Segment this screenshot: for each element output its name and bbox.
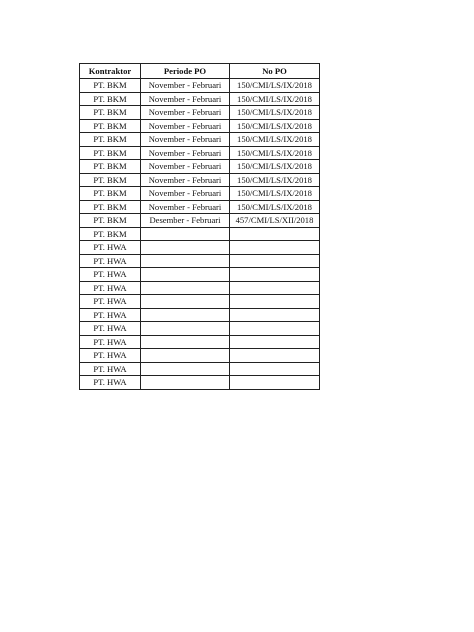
cell-no-po: 150/CMI/LS/IX/2018 — [230, 119, 320, 133]
cell-no-po — [230, 281, 320, 295]
cell-periode-po — [141, 241, 230, 255]
cell-no-po: 150/CMI/LS/IX/2018 — [230, 79, 320, 93]
cell-kontraktor: PT. HWA — [80, 322, 141, 336]
cell-kontraktor: PT. HWA — [80, 349, 141, 363]
cell-periode-po — [141, 349, 230, 363]
table-row — [80, 322, 320, 336]
table-row — [80, 133, 320, 147]
cell-kontraktor: PT. BKM — [80, 227, 141, 241]
cell-periode-po: November - Februari — [141, 200, 230, 214]
cell-kontraktor: PT. BKM — [80, 92, 141, 106]
cell-kontraktor: PT. BKM — [80, 79, 141, 93]
cell-periode-po — [141, 295, 230, 309]
cell-periode-po — [141, 254, 230, 268]
cell-kontraktor: PT. HWA — [80, 376, 141, 390]
cell-kontraktor: PT. HWA — [80, 241, 141, 255]
table-row — [80, 349, 320, 363]
cell-no-po — [230, 362, 320, 376]
po-table — [79, 63, 320, 390]
cell-kontraktor: PT. BKM — [80, 146, 141, 160]
table-header — [80, 64, 320, 79]
table-row — [80, 214, 320, 228]
cell-periode-po — [141, 227, 230, 241]
cell-kontraktor: PT. BKM — [80, 214, 141, 228]
cell-no-po: 150/CMI/LS/IX/2018 — [230, 160, 320, 174]
cell-no-po — [230, 254, 320, 268]
cell-no-po — [230, 335, 320, 349]
cell-periode-po — [141, 308, 230, 322]
table-row — [80, 200, 320, 214]
table-row — [80, 268, 320, 282]
cell-periode-po: November - Februari — [141, 119, 230, 133]
cell-no-po: 150/CMI/LS/IX/2018 — [230, 173, 320, 187]
cell-kontraktor: PT. BKM — [80, 187, 141, 201]
cell-periode-po: November - Februari — [141, 146, 230, 160]
cell-periode-po: November - Februari — [141, 79, 230, 93]
cell-no-po — [230, 376, 320, 390]
cell-no-po: 150/CMI/LS/IX/2018 — [230, 200, 320, 214]
cell-periode-po — [141, 281, 230, 295]
cell-periode-po: November - Februari — [141, 187, 230, 201]
cell-kontraktor: PT. HWA — [80, 335, 141, 349]
cell-no-po: 150/CMI/LS/IX/2018 — [230, 92, 320, 106]
cell-kontraktor: PT. BKM — [80, 133, 141, 147]
cell-no-po: 457/CMI/LS/XII/2018 — [230, 214, 320, 228]
cell-no-po — [230, 308, 320, 322]
cell-periode-po — [141, 362, 230, 376]
cell-periode-po: November - Februari — [141, 173, 230, 187]
cell-kontraktor: PT. HWA — [80, 362, 141, 376]
cell-no-po: 150/CMI/LS/IX/2018 — [230, 146, 320, 160]
cell-kontraktor: PT. HWA — [80, 295, 141, 309]
table-body — [80, 79, 320, 390]
cell-no-po — [230, 349, 320, 363]
table-row — [80, 295, 320, 309]
cell-periode-po: November - Februari — [141, 106, 230, 120]
cell-no-po — [230, 268, 320, 282]
cell-kontraktor: PT. BKM — [80, 200, 141, 214]
cell-periode-po — [141, 322, 230, 336]
table-row — [80, 227, 320, 241]
header-periode-po: Periode PO — [141, 64, 230, 79]
cell-periode-po: Desember - Februari — [141, 214, 230, 228]
cell-kontraktor: PT. BKM — [80, 173, 141, 187]
table-row — [80, 187, 320, 201]
table-row — [80, 92, 320, 106]
cell-no-po — [230, 295, 320, 309]
cell-periode-po: November - Februari — [141, 133, 230, 147]
header-row — [80, 64, 320, 79]
table-row — [80, 376, 320, 390]
cell-periode-po — [141, 268, 230, 282]
table-row — [80, 160, 320, 174]
cell-kontraktor: PT. HWA — [80, 281, 141, 295]
table-row — [80, 146, 320, 160]
table-row — [80, 362, 320, 376]
cell-periode-po — [141, 335, 230, 349]
table-row — [80, 281, 320, 295]
cell-kontraktor: PT. BKM — [80, 106, 141, 120]
cell-no-po — [230, 241, 320, 255]
header-kontraktor: Kontraktor — [80, 64, 141, 79]
cell-periode-po: November - Februari — [141, 92, 230, 106]
cell-no-po — [230, 322, 320, 336]
cell-no-po: 150/CMI/LS/IX/2018 — [230, 106, 320, 120]
cell-kontraktor: PT. HWA — [80, 268, 141, 282]
table-row — [80, 308, 320, 322]
table-row — [80, 335, 320, 349]
table-row — [80, 79, 320, 93]
table-row — [80, 241, 320, 255]
cell-kontraktor: PT. BKM — [80, 119, 141, 133]
cell-kontraktor: PT. HWA — [80, 254, 141, 268]
table-row — [80, 119, 320, 133]
cell-kontraktor: PT. BKM — [80, 160, 141, 174]
cell-no-po: 150/CMI/LS/IX/2018 — [230, 187, 320, 201]
cell-no-po — [230, 227, 320, 241]
header-no-po: No PO — [230, 64, 320, 79]
cell-no-po: 150/CMI/LS/IX/2018 — [230, 133, 320, 147]
cell-periode-po: November - Februari — [141, 160, 230, 174]
table-row — [80, 173, 320, 187]
cell-kontraktor: PT. HWA — [80, 308, 141, 322]
table-row — [80, 254, 320, 268]
cell-periode-po — [141, 376, 230, 390]
table-row — [80, 106, 320, 120]
